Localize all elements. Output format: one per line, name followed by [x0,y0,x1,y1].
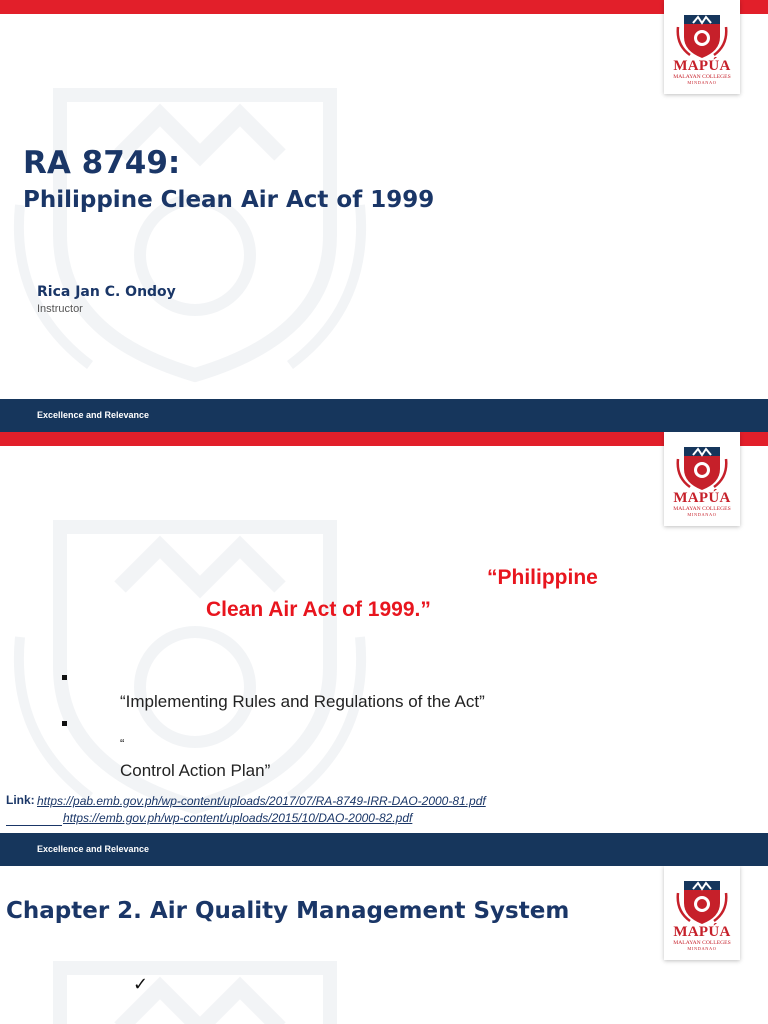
logo-campus: MINDANAO [687,512,717,517]
bullet-open-quote: “ [120,736,125,751]
link-dao-pdf[interactable]: https://emb.gov.ph/wp-content/uploads/2015/10/DAO-2000-82.pdf [63,811,413,825]
footer-tagline: Excellence and Relevance [37,844,150,854]
logo-wordmark: MAPÚA [673,490,731,506]
logo-wordmark: MAPÚA [673,58,731,74]
footer-tagline: Excellence and Relevance [37,410,150,420]
school-logo [664,432,740,526]
link-label: Link: [6,793,35,807]
check-icon: ✓ [133,974,149,995]
link-irr-pdf[interactable]: https://pab.emb.gov.ph/wp-content/uploads/2017/07/RA-8749-IRR-DAO-2000-81.pdf [37,794,486,808]
logo-subtitle: MALAYAN COLLEGES [673,940,731,946]
bullet-marker [62,675,67,680]
school-logo [664,866,740,960]
school-logo [664,0,740,94]
quote-line-1: “Philippine [487,566,598,589]
logo-campus: MINDANAO [687,946,717,951]
slide-3 [0,866,768,1024]
bullet-text-1: “Implementing Rules and Regulations of the Act” [120,692,485,711]
logo-subtitle: MALAYAN COLLEGES [673,74,731,80]
slide-1 [0,0,768,432]
crest-icon [676,445,728,491]
presenter-name: Rica Jan C. Ondoy [37,284,176,300]
crest-icon [676,13,728,59]
top-red-bar [0,432,768,446]
chapter-title: Chapter 2. Air Quality Management System [6,898,570,924]
logo-campus: MINDANAO [687,80,717,85]
slide-2 [0,432,768,866]
footer-bar [0,399,768,432]
logo-subtitle: MALAYAN COLLEGES [673,506,731,512]
logo-wordmark: MAPÚA [673,924,731,940]
slide-subtitle: Philippine Clean Air Act of 1999 [23,187,435,213]
watermark-crest-icon [10,958,370,1024]
watermark-crest-icon [10,85,370,385]
presenter-role: Instructor [37,303,83,315]
footer-bar [0,833,768,866]
bullet-text-2: Control Action Plan” [120,761,271,780]
top-red-bar [0,0,768,14]
crest-icon [676,879,728,925]
slide-title: RA 8749: [23,145,181,181]
link-underline [6,825,62,826]
bullet-marker [62,721,67,726]
quote-line-2: Clean Air Act of 1999.” [206,598,431,621]
